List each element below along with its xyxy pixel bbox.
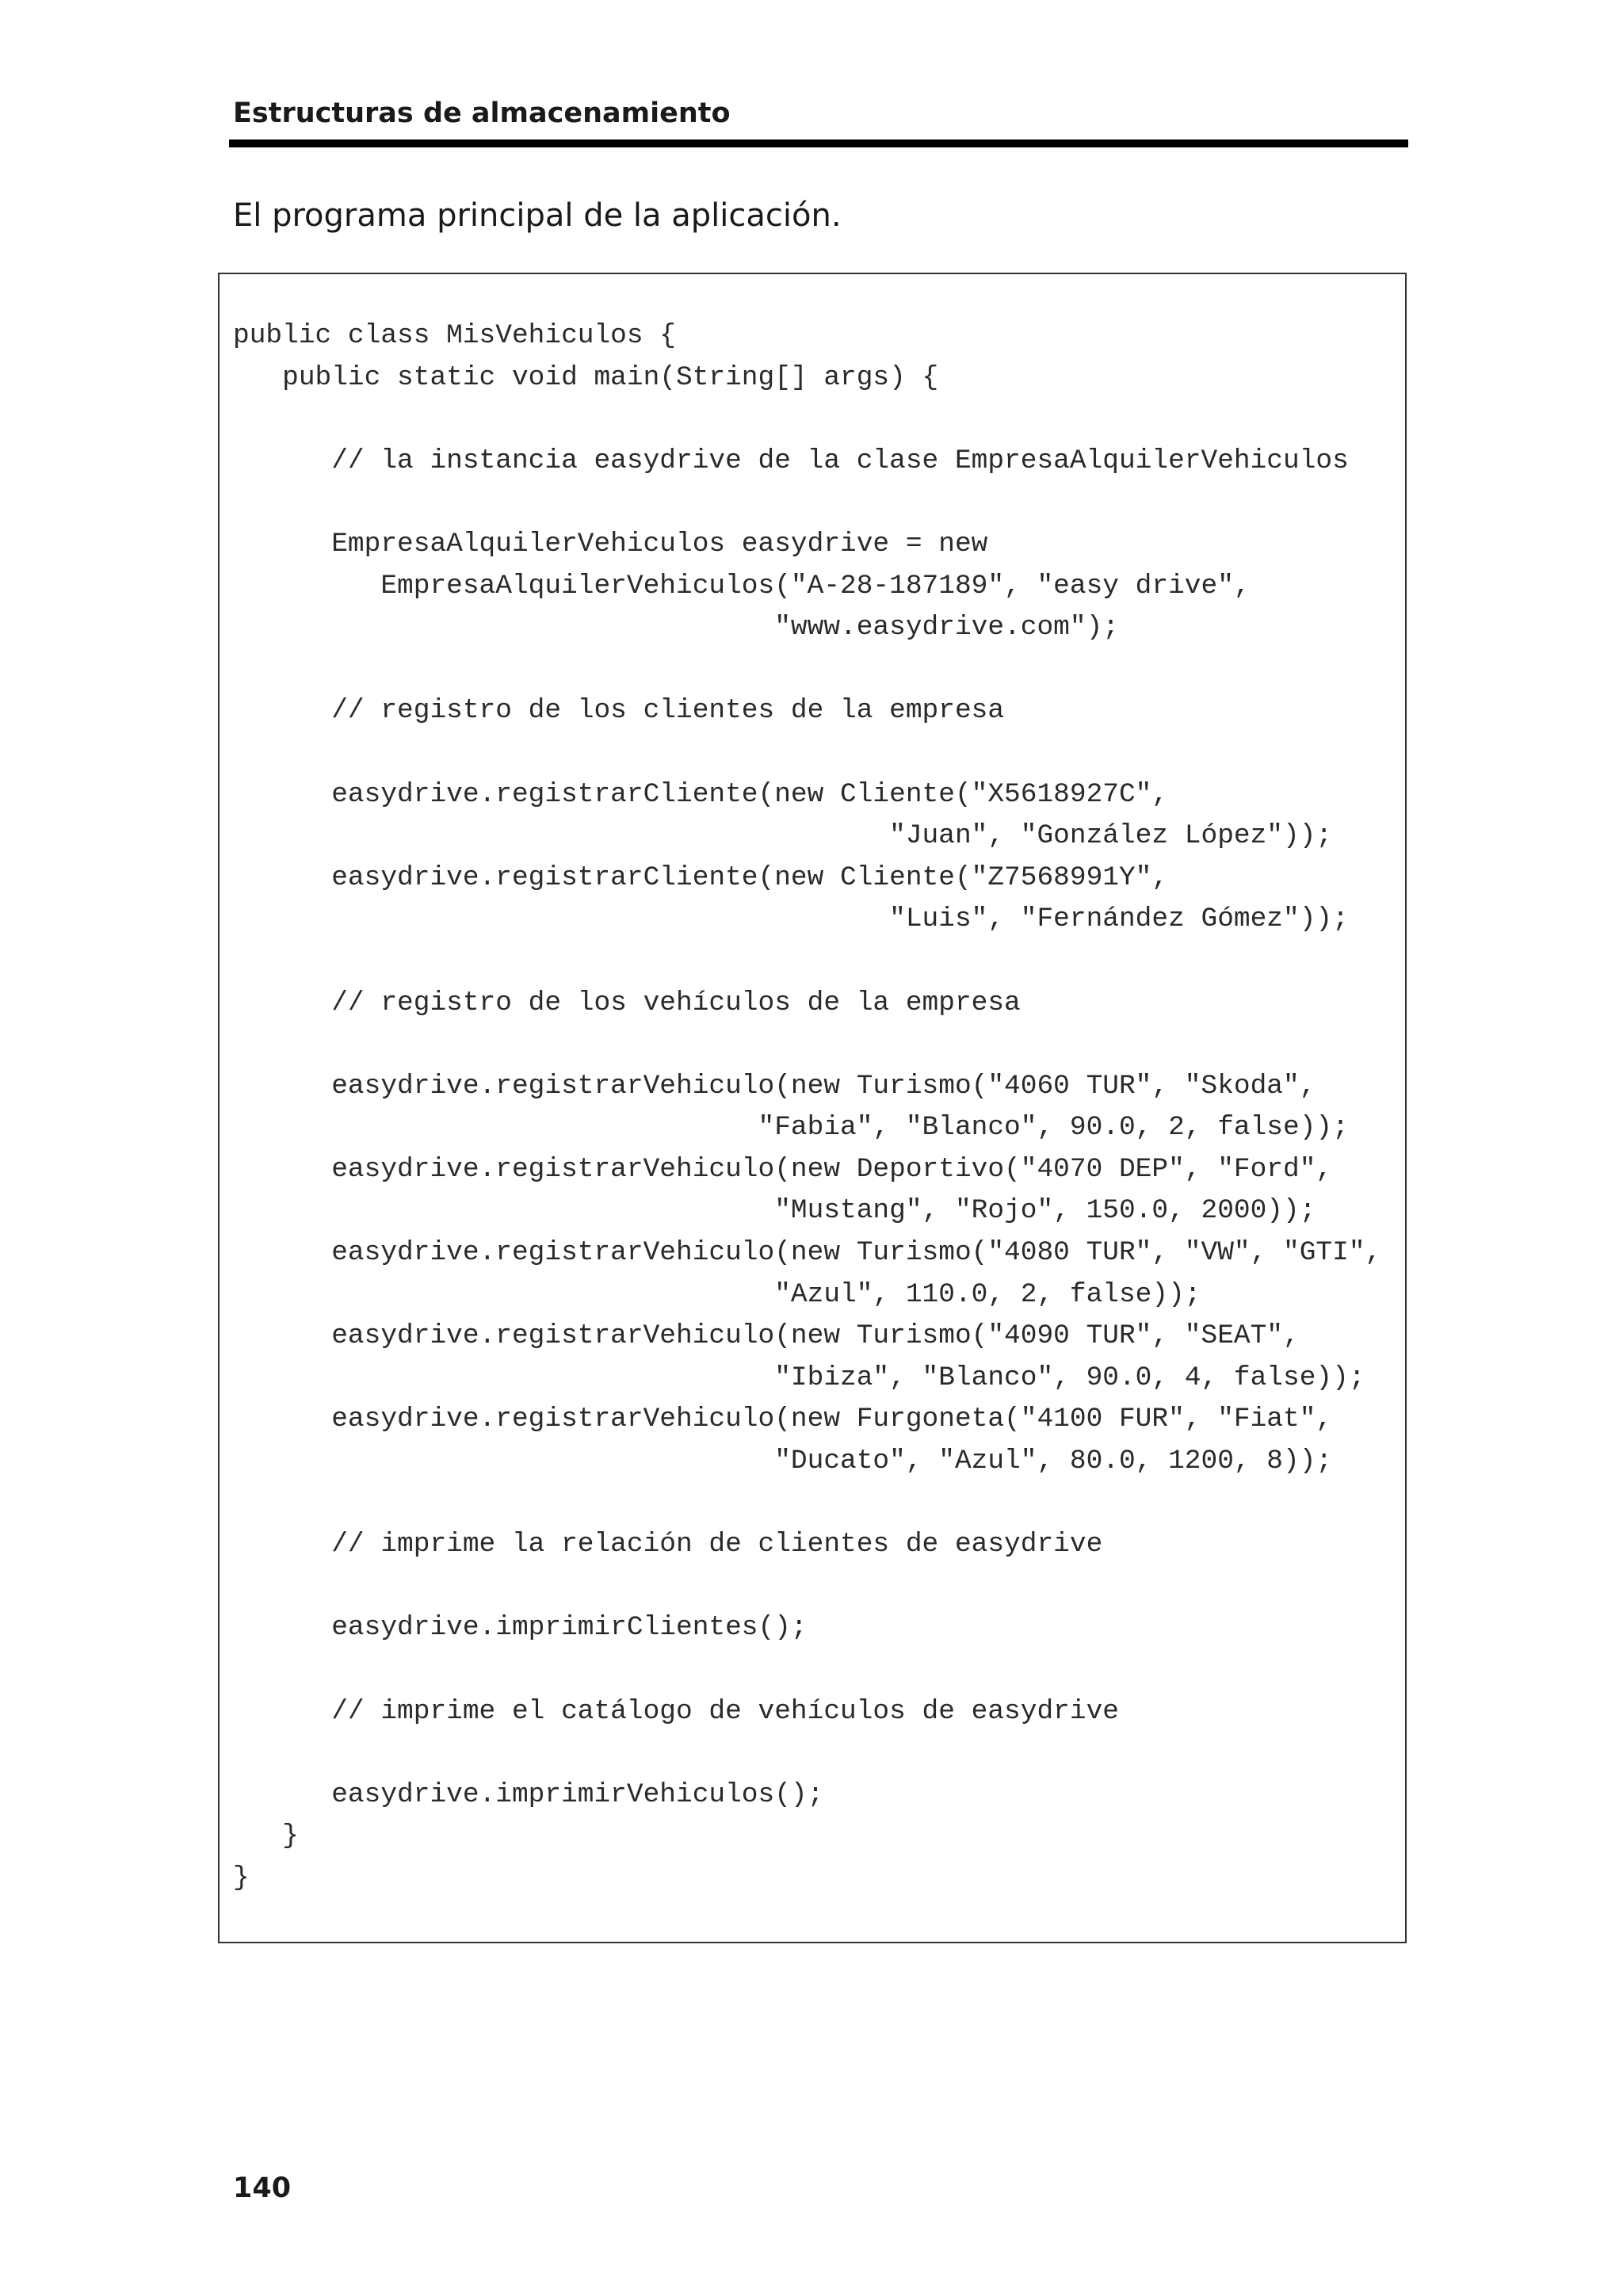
- intro-paragraph: El programa principal de la aplicación.: [233, 197, 842, 234]
- code-listing: [233, 315, 1381, 1900]
- code-line: [233, 1024, 1381, 1066]
- running-header: Estructuras de almacenamiento: [233, 97, 731, 129]
- page-number: 140: [233, 2172, 292, 2204]
- code-line: public class MisVehiculos {: [233, 320, 676, 351]
- code-line: "Ducato", "Azul", 80.0, 1200, 8));: [233, 1446, 1333, 1477]
- code-line: easydrive.registrarCliente(new Cliente("Z7568991Y",: [233, 861, 1169, 893]
- code-line: }: [233, 1820, 299, 1852]
- code-line: [233, 1483, 1381, 1525]
- code-line: public static void main(String[] args) {: [233, 361, 939, 393]
- code-line: [233, 732, 1381, 774]
- code-line: easydrive.registrarVehiculo(new Deportivo("4070 DEP", "Ford",: [233, 1153, 1333, 1185]
- code-line: "Azul", 110.0, 2, false));: [233, 1278, 1201, 1310]
- code-line: // imprime el catálogo de vehículos de easydrive: [233, 1695, 1119, 1727]
- code-line: "Mustang", "Rojo", 150.0, 2000));: [233, 1195, 1316, 1227]
- code-line: easydrive.registrarVehiculo(new Turismo("4090 TUR", "SEAT",: [233, 1320, 1300, 1352]
- code-line: easydrive.registrarVehiculo(new Furgoneta("4100 FUR", "Fiat",: [233, 1404, 1333, 1435]
- code-line: [233, 649, 1381, 691]
- code-line: "www.easydrive.com");: [233, 612, 1119, 644]
- code-line: EmpresaAlquilerVehiculos easydrive = new: [233, 528, 988, 560]
- code-line: "Juan", "González López"));: [233, 820, 1333, 852]
- code-line: // registro de los clientes de la empresa: [233, 695, 1005, 727]
- code-line: "Luis", "Fernández Gómez"));: [233, 904, 1349, 935]
- code-line: easydrive.registrarVehiculo(new Turismo("4060 TUR", "Skoda",: [233, 1070, 1316, 1102]
- code-line: [233, 1649, 1381, 1691]
- code-line: easydrive.registrarCliente(new Cliente("X5618927C",: [233, 778, 1169, 810]
- code-line: }: [233, 1862, 250, 1893]
- code-line: easydrive.registrarVehiculo(new Turismo("4080 TUR", "VW", "GTI",: [233, 1237, 1382, 1269]
- code-line: [233, 482, 1381, 524]
- code-line: // imprime la relación de clientes de easydrive: [233, 1529, 1103, 1561]
- header-rule: [229, 139, 1408, 147]
- code-line: easydrive.imprimirVehiculos();: [233, 1778, 824, 1810]
- code-line: [233, 941, 1381, 983]
- code-line: easydrive.imprimirClientes();: [233, 1612, 808, 1644]
- code-line: EmpresaAlquilerVehiculos("A-28-187189", "easy drive",: [233, 570, 1251, 602]
- code-line: [233, 1566, 1381, 1608]
- code-line: "Ibiza", "Blanco", 90.0, 4, false));: [233, 1362, 1365, 1393]
- code-line: // registro de los vehículos de la empresa: [233, 987, 1021, 1018]
- code-line: [233, 1733, 1381, 1775]
- code-line: // la instancia easydrive de la clase EmpresaAlquilerVehiculos: [233, 445, 1349, 476]
- code-line: "Fabia", "Blanco", 90.0, 2, false));: [233, 1112, 1349, 1144]
- code-line: [233, 399, 1381, 441]
